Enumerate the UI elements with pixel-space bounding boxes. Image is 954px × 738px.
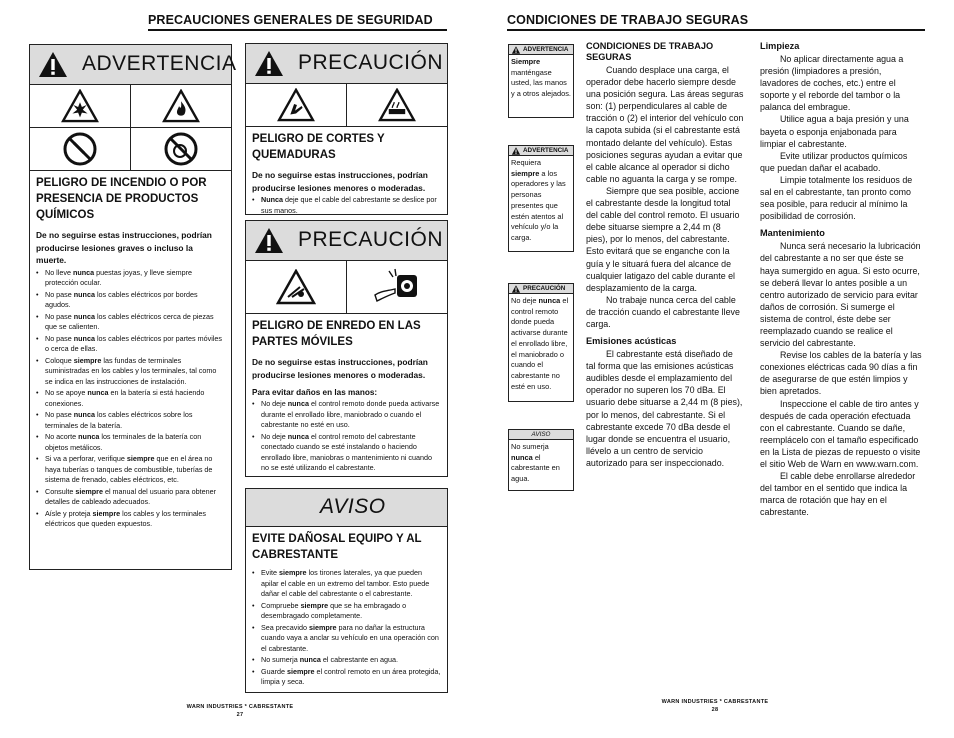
heading-rule (148, 29, 447, 31)
warning-triangle-icon (38, 51, 68, 78)
banner-label: PRECAUCIÓN (298, 228, 444, 251)
hazard-lead: De no seguirse estas instrucciones, podrían producirse lesiones graves o incluso la muerte. (36, 230, 212, 265)
list-item: • Aísle y proteja siempre los cables y los terminales eléctricos que queden expuestos. (36, 509, 225, 530)
hazard-lead: De no seguirse estas instrucciones, podrían producirse lesiones menores o moderadas. (252, 170, 428, 193)
explosion-hazard-icon (30, 85, 130, 127)
hazard-list (246, 398, 447, 474)
footer-brand: WARN INDUSTRIES * CABRESTANTE (186, 704, 294, 710)
banner-label: ADVERTENCIA (82, 52, 237, 75)
paragraph: El cable debe enrollarse alrededor del tambor en el sentido que indica la marca de rotación que hay en el cabrestante. (760, 471, 916, 518)
fire-hazard-icon (130, 85, 231, 127)
page-number: 28 (711, 707, 719, 713)
hand-cut-hazard-icon (246, 84, 346, 126)
warning-triangle-icon (254, 50, 284, 77)
list-item: • No deje nunca el control remoto donde pueda activarse durante el enrollado libre, maniobrado o cuando el cabrestante no esté en uso. (252, 399, 441, 431)
section-body (760, 240, 922, 518)
list-item: • Consulte siempre el manual del usuario para obtener detalles de cableado adecuados. (36, 487, 225, 508)
list-item: • Guarde siempre el control remoto en un área protegida, limpia y seca. (252, 667, 441, 688)
page-title-right: CONDICIONES DE TRABAJO SEGURAS (507, 13, 749, 27)
side-note-text: No sumerja nunca el cabrestante en agua. (511, 442, 560, 484)
list-item: • Sea precavido siempre para no dañar la estructura cuando vaya a anclar su vehículo en una operación con el cabrestante. (252, 623, 441, 655)
warning-triangle-icon (511, 46, 521, 54)
list-item: • No deje nunca el control remoto del cabrestante conectado cuando se esté instalando o haciendo enrollado libre, maniobras o mantenimiento ni cuando no se esté utilizando el cabrestante. (252, 432, 441, 474)
hazard-list (30, 267, 231, 530)
hazard-list (246, 194, 447, 216)
hazard-title: PELIGRO DE INCENDIO O POR PRESENCIA DE PRODUCTOS QUÍMICOS (36, 177, 207, 221)
warning-banner (30, 45, 237, 85)
paragraph: Evite utilizar productos químicos que puedan dañar el acabado. (760, 150, 908, 173)
caution-box-entanglement (245, 220, 448, 477)
side-note-text: Requiera siempre a los operadores y las personas presentes que estén atentos al vehículo y/o la carga. (511, 158, 566, 242)
warning-triangle-icon (254, 227, 284, 254)
section-heading-cleaning: Limpieza (760, 41, 800, 51)
paragraph: El cabrestante está diseñado de tal forma que las emisiones acústicas audibles desde el emplazamiento del operador no superen los 70 dBa. El usuario debe situarse a 2,44 m (8 pies), por lo menos, del cabrestante. Si el cabrestante excede 70 dBa desde el lugar donde se encuentra el usuario, llévelo a un centro de servicio autorizado para ser inspeccionado. (586, 349, 743, 468)
hazard-title: PELIGRO DE CORTES Y QUEMADURAS (252, 133, 385, 161)
section-heading: CONDICIONES DE TRABAJO SEGURAS (586, 41, 714, 62)
side-note-warning-2: ADVERTENCIA Requiera siempre a los operadores y las personas presentes que estén atentos al vehículo y/o la carga. (508, 145, 574, 252)
list-item: • No acorte nunca los terminales de la batería con objetos metálicos. (36, 432, 225, 453)
footer-brand: WARN INDUSTRIES * CABRESTANTE (661, 699, 769, 705)
caution-banner (246, 221, 447, 261)
list-item: • No pase nunca los cables eléctricos cerca de piezas que se calienten. (36, 312, 225, 333)
side-note-caution: PRECAUCIÓN No deje nunca el control remoto donde pueda activarse durante el enrollado libre, el maniobrado o cuando el cabrestante no esté en uso. (508, 283, 574, 402)
paragraph: Limpie totalmente los residuos de sal en el cabrestante, tan pronto como sea posible, para reducir al mínimo la posibilidad de corrosión. (760, 174, 913, 222)
hand-winch-drum-icon (346, 261, 447, 313)
paragraph: Nunca será necesario la lubricación del cabrestante a no ser que éste se haya sumergido en agua. Si esto ocurre, se deberá llevar lo antes posible a un centro autorizado de servicio para evitar daños de corrosión. Si sumerge el sistema de control, éste debe ser reemplazado cuando se realice el servicio del cabrestante. (760, 241, 921, 349)
list-item: • No lleve nunca puestas joyas, y lleve siempre protección ocular. (36, 268, 225, 289)
warning-triangle-icon (511, 285, 521, 293)
banner-label: PRECAUCIÓN (298, 51, 444, 74)
list-item: • No se apoye nunca en la batería si está haciendo conexiones. (36, 388, 225, 409)
column-working-conditions (586, 41, 744, 469)
caution-box-cuts-burns (245, 43, 448, 215)
notice-banner (246, 489, 447, 527)
list-item: • Compruebe siempre que se ha embragado o desembragado completamente. (252, 601, 441, 622)
hazard-subhead: Para evitar daños en las manos: (252, 388, 378, 397)
paragraph: No trabaje nunca cerca del cable de tracción cuando el cabrestante lleve carga. (586, 294, 740, 329)
section-heading-maintenance: Mantenimiento (760, 228, 825, 239)
footer-left (180, 703, 300, 719)
warning-box-fire-chemicals (29, 44, 237, 570)
heading-rule (507, 29, 925, 31)
no-drilling-icon (30, 128, 130, 170)
list-item: • No pase nunca los cables eléctricos sobre los terminales de la batería. (36, 410, 225, 431)
section-body (760, 53, 922, 222)
column-cleaning-maintenance (760, 41, 922, 518)
no-jewelry-icon (130, 128, 231, 170)
hazard-list (246, 567, 447, 688)
paragraph: Cuando desplace una carga, el operador debe hacerlo siempre desde una posición segura. Las áreas seguras son: (1) perpendiculares al cable de tracción o (2) el interior del vehículo con la capota subida (si el cabrestante está montado delante del vehículo). Estas posiciones seguras ayudan a evitar que el cable alcance al operador si dicho cable no aguanta la carga y se rompe. (586, 65, 744, 184)
banner-label: AVISO (320, 495, 386, 518)
page-title-left: PRECAUCIONES GENERALES DE SEGURIDAD (148, 13, 433, 27)
page-number: 27 (236, 712, 244, 718)
side-note-text: No deje nunca el control remoto donde pueda activarse durante el enrollado libre, el maniobrado o cuando el cabrestante no esté en uso. (511, 296, 569, 391)
hazard-title: PELIGRO DE ENREDO EN LAS PARTES MÓVILES (252, 320, 421, 348)
hazard-lead: De no seguirse estas instrucciones, podrían producirse lesiones menores o moderadas. (252, 357, 428, 380)
list-item: • Nunca deje que el cable del cabrestante se deslice por sus manos. (252, 195, 441, 216)
paragraph: Revise los cables de la batería y las conexiones eléctricas cada 90 días a fin de asegurarse de que estén limpios y bien apretados. (760, 350, 922, 397)
list-item: • Si va a perforar, verifique siempre que en el área no haya tuberías o tanques de combustible, tuberías de sistema de frenado, cables eléctricos, etc. (36, 454, 225, 486)
footer-right (655, 698, 775, 714)
paragraph: Inspeccione el cable de tiro antes y después de cada operación efectuada con el cabrestante. Cuando se dañe, reemplácelo con el tamaño especificado en la Lista de piezas de repuesto o visite el sitio Web de Warn en www.warn.com. (760, 398, 921, 469)
section-heading-acoustic: Emisiones acústicas (586, 336, 677, 347)
notice-box-equipment (245, 488, 448, 693)
section-body (586, 348, 744, 469)
hazard-title: EVITE DAÑOSAL EQUIPO Y AL CABRESTANTE (252, 533, 422, 561)
caution-banner (246, 44, 447, 84)
list-item: • No pase nunca los cables eléctricos por partes móviles o cerca de ellas. (36, 334, 225, 355)
list-item: • No sumerja nunca el cabrestante en agua. (252, 655, 441, 666)
side-note-text: Siempre manténgase usted, las manos y a otros alejados. (511, 57, 571, 99)
section-body (586, 64, 744, 330)
burn-hazard-icon (346, 84, 447, 126)
list-item: • Coloque siempre las fundas de terminales suministradas en los cables y los terminales, tal como se indica en las instrucciones de instalación. (36, 356, 225, 388)
side-note-notice: AVISO No sumerja nunca el cabrestante en agua. (508, 429, 574, 491)
paragraph: No aplicar directamente agua a presión (limpiadores a presión, lavadores de coches, etc.) entre el soporte y el reborde del tambor o la palanca del embrague. (760, 54, 904, 113)
paragraph: Siempre que sea posible, accione el cabrestante desde la longitud total del cable del control remoto. El usuario debe situarse siempre a 2,44 m (8 pies), por lo menos, del cabrestante. Esto evitará que se enganche con la guía y le situará fuera del alcance de cualquier latigazo del cable durante el desplazamiento de la carga. (586, 185, 740, 293)
warning-triangle-icon (511, 147, 521, 155)
list-item: • No pase nunca los cables eléctricos por bordes agudos. (36, 290, 225, 311)
side-note-warning-1: ADVERTENCIA Siempre manténgase usted, las manos y a otros alejados. (508, 44, 574, 118)
entanglement-hazard-icon (246, 261, 346, 313)
list-item: • Evite siempre los tirones laterales, ya que pueden apilar el cable en un extremo del tambor. Esto puede dañar el cable del cabrestante o el cabrestante. (252, 568, 441, 600)
paragraph: Utilice agua a baja presión y una bayeta o esponja enjabonada para limpiar el cabrestante. (760, 114, 909, 149)
